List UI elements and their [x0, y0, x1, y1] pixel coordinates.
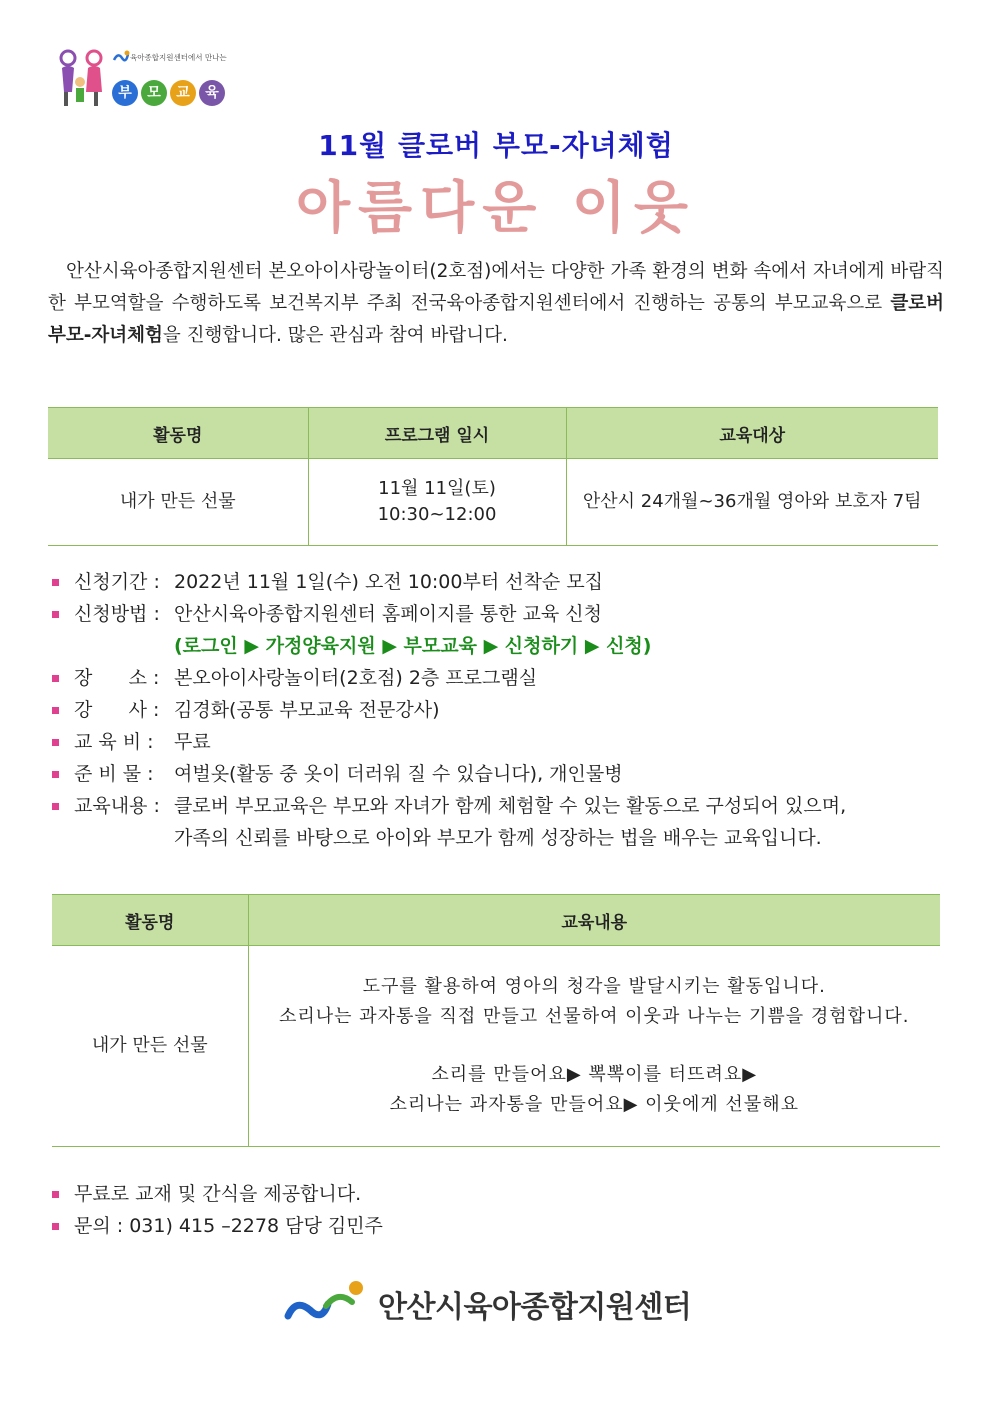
center-mark-icon: [112, 50, 130, 64]
event-subtitle: 11월 클로버 부모-자녀체험: [318, 129, 674, 162]
cell-schedule: [308, 459, 566, 546]
logo-badge-4: 육: [199, 80, 225, 106]
schedule-date: 11월 11일(토): [378, 478, 496, 499]
prep-label: 준 비 물 :: [74, 763, 154, 785]
family-illustration-icon: [58, 48, 108, 110]
list-item-place: [52, 662, 952, 694]
prep-value: 여벌옷(활동 중 옷이 더러워 질 수 있습니다), 개인물병: [174, 763, 623, 785]
logo-badge-1: 부: [112, 80, 138, 106]
bullet-icon: [52, 707, 59, 714]
period-value: 2022년 11월 1일(수) 오전 10:00부터 선착순 모집: [174, 571, 604, 593]
footer-logo: [282, 1276, 722, 1328]
table-row: [48, 459, 938, 546]
intro-paragraph: [48, 256, 944, 352]
content-value-2: 가족의 신뢰를 바탕으로 아이와 부모가 함께 성장하는 법을 배우는 교육입니다.: [174, 827, 822, 849]
note-2: 문의 : 031) 415 –2278 담당 김민주: [74, 1215, 383, 1237]
header-content: 교육내용: [248, 895, 940, 946]
place-label: 장 소 :: [74, 667, 160, 689]
center-mark-icon: [282, 1276, 372, 1328]
header-activity: 활동명: [52, 895, 248, 946]
notes-list: [52, 1178, 952, 1242]
program-logo: [58, 48, 238, 110]
lecturer-value: 김경화(공통 부모교육 전문강사): [174, 699, 440, 721]
content-line-4: 소리나는 과자통을 만들어요▶ 이웃에게 선물해요: [389, 1094, 799, 1115]
list-item-content: [52, 790, 952, 822]
org-name: 안산시육아종합지원센터: [378, 1290, 692, 1325]
cell-activity: 내가 만든 선물: [119, 491, 236, 512]
bullet-icon: [52, 771, 59, 778]
bullet-icon: [52, 579, 59, 586]
intro-text-1: 안산시육아종합지원센터 본오아이사랑놀이터(2호점)에서는 다양한 가족 환경의 변화 속에서 자녀에게 바람직한 부모역할을 수행하도록 보건복지부 주최 전국육아종합지원센터에서 진행하는 공통의 부모교육으로: [48, 261, 944, 314]
list-item-method-path: [52, 630, 952, 662]
bullet-icon: [52, 803, 59, 810]
table-row: [52, 946, 940, 1147]
method-path: (로그인 ▶ 가정양육지원 ▶ 부모교육 ▶ 신청하기 ▶ 신청): [174, 635, 652, 657]
logo-badge-3: 교: [170, 80, 196, 106]
lecturer-label: 강 사 :: [74, 699, 160, 721]
header-activity: 활동명: [48, 408, 308, 459]
method-label: 신청방법 :: [74, 603, 160, 625]
place-value: 본오아이사랑놀이터(2호점) 2층 프로그램실: [174, 667, 538, 689]
header-target: 교육대상: [566, 408, 938, 459]
content-line-1: 도구를 활용하여 영아의 청각을 발달시키는 활동입니다.: [362, 976, 826, 997]
fee-label: 교 육 비 :: [74, 731, 154, 753]
content-line-3: 소리를 만들어요▶ 뽁뽁이를 터뜨려요▶: [431, 1064, 758, 1085]
header-schedule: 프로그램 일시: [308, 408, 566, 459]
list-item-note-1: [52, 1178, 952, 1210]
info-list: [52, 566, 952, 854]
logo-tagline: 육아종합지원센터에서 만나는: [130, 53, 227, 62]
note-1: 무료로 교재 및 간식을 제공합니다.: [74, 1183, 362, 1205]
content-line-2: 소리나는 과자통을 직접 만들고 선물하여 이웃과 나누는 기쁨을 경험합니다.: [278, 1006, 910, 1027]
list-item-note-2: [52, 1210, 952, 1242]
bullet-icon: [52, 611, 59, 618]
event-title: 아름다운 이웃: [295, 176, 697, 241]
bullet-icon: [52, 739, 59, 746]
bullet-icon: [52, 1223, 59, 1230]
list-item-method: [52, 598, 952, 630]
list-item-period: [52, 566, 952, 598]
table-header-row: [52, 895, 940, 946]
intro-text-2: 을 진행합니다. 많은 관심과 참여 바랍니다.: [162, 325, 508, 346]
fee-value: 무료: [174, 731, 211, 753]
list-item-prep: [52, 758, 952, 790]
schedule-time: 10:30~12:00: [377, 504, 497, 525]
table-header-row: [48, 408, 938, 459]
content-label: 교육내용 :: [74, 795, 160, 817]
intro-program-name: 클로버 부모-자녀체험: [48, 293, 944, 346]
cell-target: 안산시 24개월~36개월 영아와 보호자 7팀: [566, 459, 938, 546]
method-value: 안산시육아종합지원센터 홈페이지를 통한 교육 신청: [174, 603, 602, 625]
list-item-content-cont: [52, 822, 952, 854]
list-item-lecturer: [52, 694, 952, 726]
program-content-table: [52, 894, 940, 1147]
program-schedule-table: [48, 407, 938, 546]
bullet-icon: [52, 1191, 59, 1198]
bullet-icon: [52, 675, 59, 682]
logo-badge-2: 모: [141, 80, 167, 106]
cell-activity: 내가 만든 선물: [91, 1035, 208, 1056]
cell-content: [248, 946, 940, 1147]
period-label: 신청기간 :: [74, 571, 160, 593]
list-item-fee: [52, 726, 952, 758]
content-value-1: 클로버 부모교육은 부모와 자녀가 함께 체험할 수 있는 활동으로 구성되어 있으며,: [174, 795, 847, 817]
